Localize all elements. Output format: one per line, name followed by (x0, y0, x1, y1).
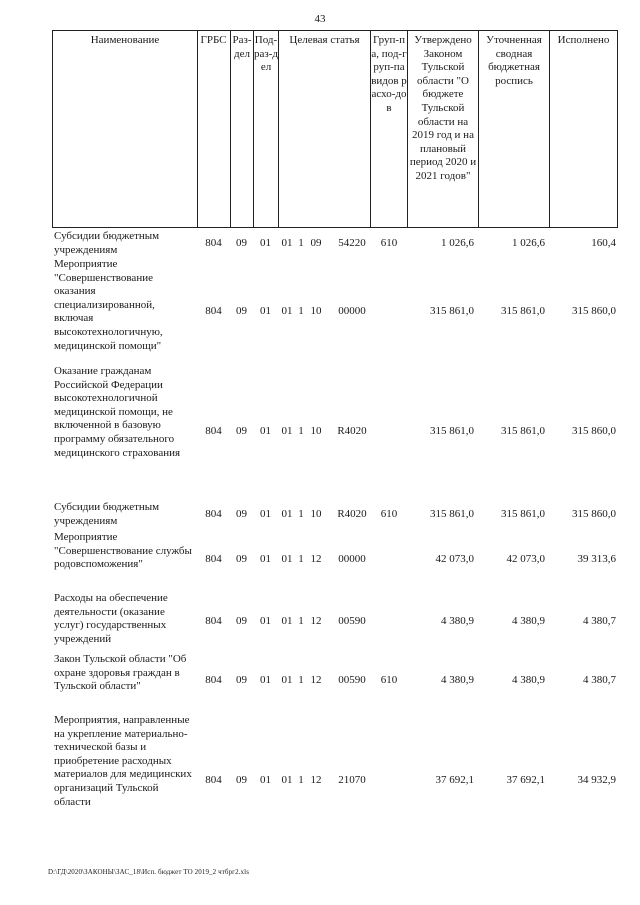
row-target-program: 01 (281, 615, 293, 627)
row-grbs: 804 (205, 774, 222, 786)
row-target-direction: R4020 (337, 425, 367, 437)
header-razdel: Раз-дел (232, 34, 252, 60)
row-razdel: 09 (236, 615, 247, 627)
row-approved: 4 380,9 (441, 615, 474, 627)
row-target-subprogram: 1 (298, 237, 304, 249)
row-razdel: 09 (236, 674, 247, 686)
row-podrazdel: 01 (260, 508, 271, 520)
row-podrazdel: 01 (260, 674, 271, 686)
row-executed: 4 380,7 (583, 615, 616, 627)
row-target-program: 01 (281, 237, 293, 249)
row-target-subprogram: 1 (298, 615, 304, 627)
row-expense-group: 610 (380, 237, 398, 249)
header-refined: Уточненная сводная бюджетная роспись (486, 34, 542, 87)
row-refined: 315 861,0 (501, 305, 545, 317)
row-target-measure: 09 (310, 237, 322, 249)
row-target-measure: 12 (310, 615, 322, 627)
row-target-program: 01 (281, 774, 293, 786)
row-target-subprogram: 1 (298, 774, 304, 786)
row-target-measure: 12 (310, 674, 322, 686)
row-target-program: 01 (281, 508, 293, 520)
row-razdel: 09 (236, 305, 247, 317)
row-target-measure: 12 (310, 553, 322, 565)
row-target-measure: 10 (310, 508, 322, 520)
row-target-program: 01 (281, 553, 293, 565)
row-name: Субсидии бюджетным учреждениям (54, 501, 160, 527)
row-grbs: 804 (205, 305, 222, 317)
row-razdel: 09 (236, 774, 247, 786)
row-grbs: 804 (205, 425, 222, 437)
row-name: Мероприятия, направленные на укрепление материально-технической базы и приобретение расходных материалов для медицинских организаций Тульской области (54, 714, 192, 808)
header-podrazdel: Под-раз-дел (254, 34, 278, 74)
header-expense-group: Груп-па, под-груп-па видов расхо-дов (371, 34, 407, 114)
row-target-program: 01 (281, 674, 293, 686)
row-podrazdel: 01 (260, 615, 271, 627)
row-name: Закон Тульской области "Об охране здоровья граждан в Тульской области" (54, 653, 187, 693)
row-target-direction: 54220 (338, 237, 366, 249)
header-target-article: Целевая статья (289, 34, 360, 46)
row-executed: 160,4 (591, 237, 616, 249)
row-target-direction: 00590 (338, 674, 366, 686)
row-target-measure: 12 (310, 774, 322, 786)
row-executed: 34 932,9 (577, 774, 616, 786)
row-target-program: 01 (281, 305, 293, 317)
header-name: Наименование (90, 34, 160, 46)
row-expense-group: 610 (380, 508, 398, 520)
row-refined: 42 073,0 (506, 553, 545, 565)
row-refined: 1 026,6 (512, 237, 545, 249)
row-name: Мероприятие "Совершенствование оказания специализированной, включая высокотехнологичную, медицинской помощи" (54, 258, 163, 352)
row-podrazdel: 01 (260, 425, 271, 437)
row-target-measure: 10 (310, 425, 322, 437)
header-approved: Утверждено Законом Тульской области "О бюджете Тульской области на 2019 год и на плановый период 2020 и 2021 годов" (409, 34, 477, 182)
page-number: 43 (314, 13, 326, 25)
row-target-direction: 00000 (338, 553, 366, 565)
row-executed: 315 860,0 (572, 508, 616, 520)
row-target-direction: 00000 (338, 305, 366, 317)
row-razdel: 09 (236, 508, 247, 520)
row-podrazdel: 01 (260, 305, 271, 317)
row-refined: 315 861,0 (501, 508, 545, 520)
row-executed: 4 380,7 (583, 674, 616, 686)
row-executed: 315 860,0 (572, 305, 616, 317)
row-target-direction: R4020 (337, 508, 367, 520)
header-grbs: ГРБС (200, 34, 227, 46)
file-path-footer: D:\ГД\2020\ЗАКОНЫ\ЗАС_18\Исп. бюджет ТО 2019_2 чтбрг2.xls (48, 868, 250, 876)
row-grbs: 804 (205, 615, 222, 627)
row-approved: 315 861,0 (430, 425, 474, 437)
row-target-subprogram: 1 (298, 305, 304, 317)
row-grbs: 804 (205, 674, 222, 686)
row-podrazdel: 01 (260, 553, 271, 565)
row-target-program: 01 (281, 425, 293, 437)
row-grbs: 804 (205, 553, 222, 565)
row-name: Расходы на обеспечение деятельности (оказание услуг) государственных учреждений (54, 592, 168, 645)
row-executed: 315 860,0 (572, 425, 616, 437)
row-approved: 4 380,9 (441, 674, 474, 686)
row-target-subprogram: 1 (298, 425, 304, 437)
row-razdel: 09 (236, 553, 247, 565)
row-approved: 37 692,1 (435, 774, 474, 786)
row-approved: 315 861,0 (430, 508, 474, 520)
row-approved: 42 073,0 (435, 553, 474, 565)
row-executed: 39 313,6 (577, 553, 616, 565)
header-executed: Исполнено (557, 34, 610, 46)
row-name: Мероприятие "Совершенствование службы родовспоможения" (54, 531, 192, 571)
row-grbs: 804 (205, 508, 222, 520)
row-name: Оказание гражданам Российской Федерации высокотехнологичной медицинской помощи, не включенной в базовую программу обязательного медицинского страхования (54, 365, 181, 459)
row-target-direction: 00590 (338, 615, 366, 627)
row-approved: 315 861,0 (430, 305, 474, 317)
row-refined: 4 380,9 (512, 615, 545, 627)
row-approved: 1 026,6 (441, 237, 474, 249)
row-name: Субсидии бюджетным учреждениям (54, 230, 160, 256)
row-razdel: 09 (236, 425, 247, 437)
row-razdel: 09 (236, 237, 247, 249)
row-podrazdel: 01 (260, 237, 271, 249)
row-refined: 4 380,9 (512, 674, 545, 686)
row-refined: 37 692,1 (506, 774, 545, 786)
row-target-measure: 10 (310, 305, 322, 317)
row-grbs: 804 (205, 237, 222, 249)
row-target-subprogram: 1 (298, 674, 304, 686)
row-expense-group: 610 (380, 674, 398, 686)
row-target-subprogram: 1 (298, 508, 304, 520)
row-target-direction: 21070 (338, 774, 366, 786)
row-target-subprogram: 1 (298, 553, 304, 565)
row-podrazdel: 01 (260, 774, 271, 786)
row-refined: 315 861,0 (501, 425, 545, 437)
